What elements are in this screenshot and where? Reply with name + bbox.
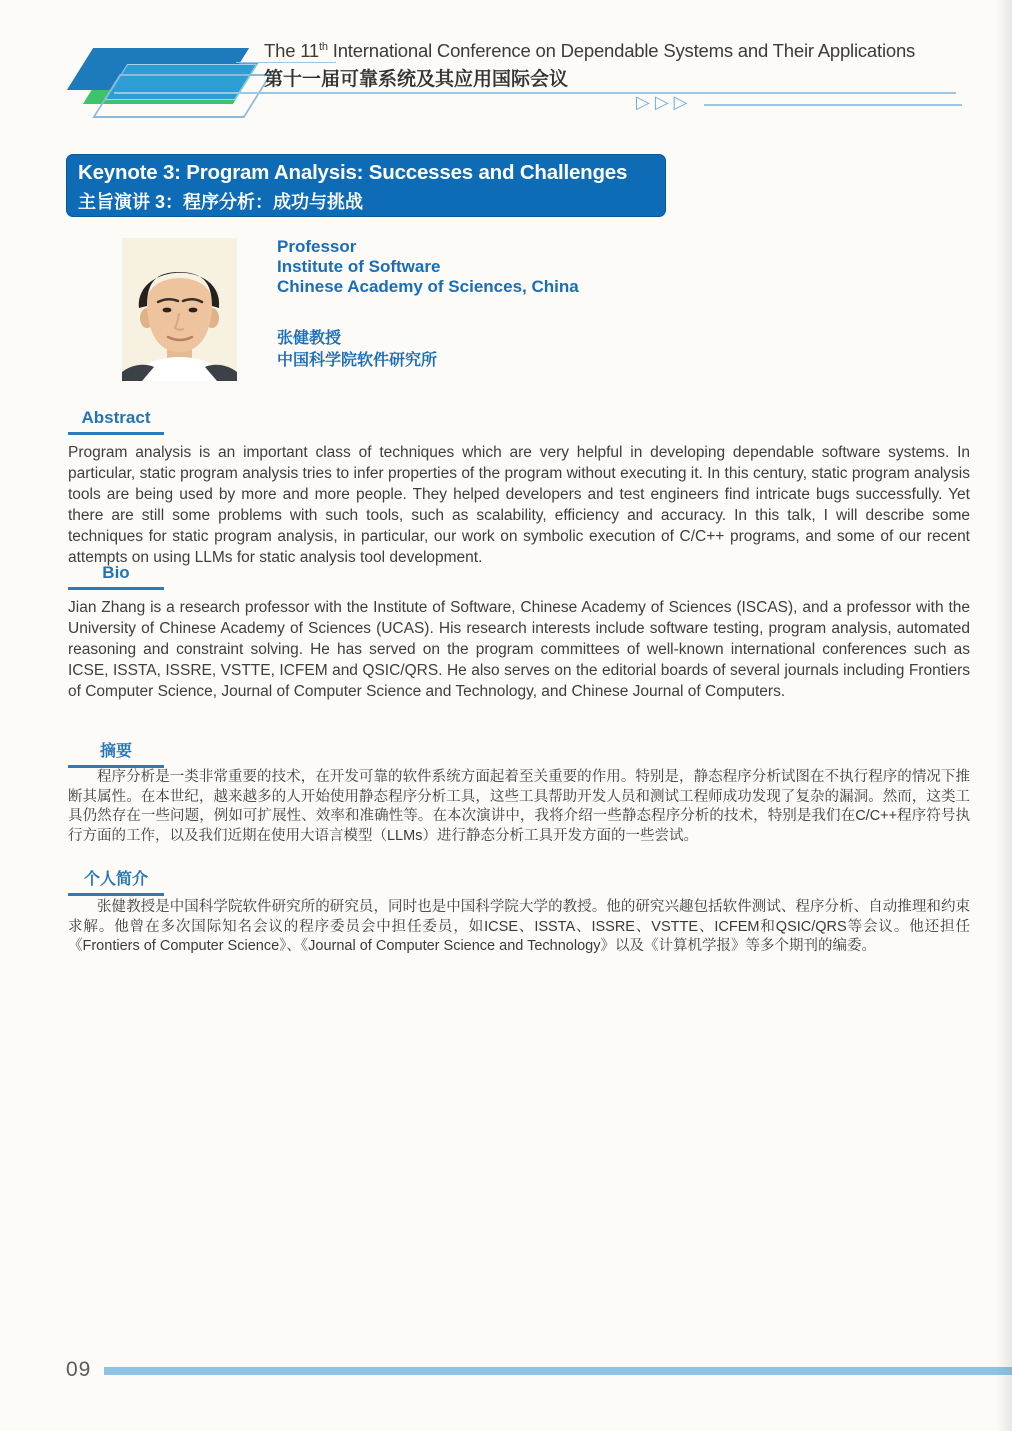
- speaker-affiliation-line1: Institute of Software: [277, 257, 441, 276]
- header-rule-arrows: [704, 104, 962, 106]
- speaker-title: Professor: [277, 237, 357, 256]
- logo-parallelogram-outline: [92, 74, 271, 118]
- conference-logo: [62, 42, 282, 122]
- bio-heading-zh: 个人简介: [68, 866, 164, 896]
- speaker-photo: [122, 238, 237, 381]
- speaker-name-zh: 张健教授: [277, 330, 342, 347]
- speaker-info-en: [277, 237, 579, 297]
- conference-title-en: The 11th International Conference on Dependable Systems and Their Applications: [264, 40, 916, 61]
- keynote-banner: [66, 154, 666, 217]
- abstract-heading-zh: 摘要: [68, 738, 164, 768]
- bio-body-en: Jian Zhang is a research professor with the Institute of Software, Chinese Academy of Sciences (ISCAS), and a professor with the University of Chinese Academy of Sciences (UCAS). His research interests include software testing, program analysis, automated reasoning and constraint solving. He has served on the program committees of well-known international conferences such as ICSE, ISSTA, ISSRE, VSTTE, ICFEM and QSIC/QRS. He also serves on the editorial boards of several journals including Frontiers of Computer Science, Journal of Computer Science and Technology, and Chinese Journal of Computers.: [68, 599, 970, 700]
- bio-heading-en: Bio: [68, 563, 164, 590]
- abstract-body-en: Program analysis is an important class of techniques which are very helpful in developing dependable software systems. In particular, static program analysis tries to infer properties of the program without executing it. In this century, static program analysis tools are being used by more and more people. They helped developers and test engineers find intricate bugs successfully. Yet there are still some problems with such tools, such as scalability, efficiency and accuracy. In this talk, I will describe some techniques for static program analysis, in particular, our work on symbolic execution of C/C++ programs, and some of our recent attempts on using LLMs for static analysis tool development.: [68, 444, 970, 566]
- header-rule-long: [114, 92, 956, 94]
- conference-title-zh: 第十一届可靠系统及其应用国际会议: [264, 69, 569, 90]
- footer-accent-bar: [104, 1367, 1012, 1375]
- header-rule-short: [236, 62, 336, 63]
- abstract-heading-en: Abstract: [68, 408, 164, 435]
- speaker-affiliation-zh: 中国科学院软件研究所: [277, 352, 438, 369]
- speaker-info-zh: [277, 328, 437, 372]
- keynote-title-en: Keynote 3: Program Analysis: Successes and Challenges: [78, 161, 628, 184]
- abstract-body-zh: 程序分析是一类非常重要的技术，在开发可靠的软件系统方面起着至关重要的作用。特别是，静态程序分析试图在不执行程序的情况下推断其属性。在本世纪，越来越多的人开始使用静态程序分析工具，这些工具帮助开发人员和测试工程师成功发现了复杂的漏洞。然而，这类工具仍然存在一些问题，例如可扩展性、效率和准确性等。在本次演讲中，我将介绍一些静态程序分析的技术，特别是我们在C/C++程序符号执行方面的工作，以及我们近期在使用大语言模型（LLMs）进行静态分析工具开发方面的一些尝试。: [68, 769, 970, 844]
- speaker-affiliation-line2: Chinese Academy of Sciences, China: [277, 277, 579, 296]
- title-superscript: th: [319, 40, 328, 53]
- triple-arrow-icon: ▷▷▷: [636, 92, 693, 112]
- keynote-title-zh: 主旨演讲 3：程序分析：成功与挑战: [78, 192, 364, 212]
- page-number: 09: [66, 1358, 92, 1381]
- bio-body-zh: 张健教授是中国科学院软件研究所的研究员，同时也是中国科学院大学的教授。他的研究兴趣包括软件测试、程序分析、自动推理和约束求解。他曾在多次国际知名会议的程序委员会中担任委员，如ICSE、ISSTA、ISSRE、VSTTE、ICFEM和QSIC/QRS等会议。他还担任《Frontiers of Computer Science》、《Journal of Computer Science and Technology》以及《计算机学报》等多个期刊的编委。: [68, 899, 970, 954]
